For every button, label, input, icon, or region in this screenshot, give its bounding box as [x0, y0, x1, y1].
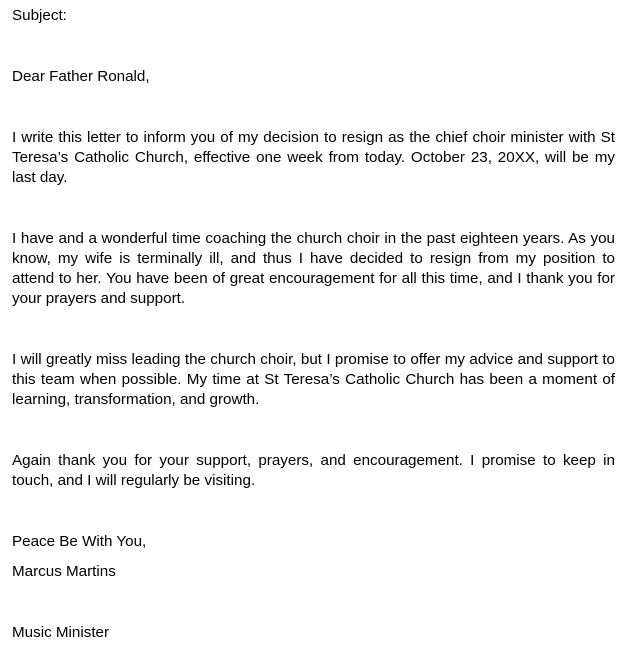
subject-label: Subject: — [12, 7, 67, 24]
signer-name: Marcus Martins — [12, 563, 116, 580]
body-paragraph-3: I will greatly miss leading the church choir, but I promise to offer my advice and support to this team when possible. My time at St Teresa’s Catholic Church has been a moment of learning, transformation, and growth. — [12, 351, 615, 408]
body-paragraph-1: I write this letter to inform you of my decision to resign as the chief choir minister with St Teresa’s Catholic Church, effective one week from today. October 23, 20XX, will be my last day. — [12, 129, 615, 186]
salutation: Dear Father Ronald, — [12, 68, 150, 85]
body-paragraph-4: Again thank you for your support, prayers, and encouragement. I promise to keep in touch, and I will regularly be visiting. — [12, 452, 615, 489]
signer-title: Music Minister — [12, 624, 110, 641]
body-paragraph-2: I have and a wonderful time coaching the church choir in the past eighteen years. As you know, my wife is terminally ill, and thus I have decided to resign from my position to attend to her. You have been of great encouragement for all this time, and I thank you for your prayers and support. — [12, 230, 615, 307]
closing: Peace Be With You, — [12, 533, 147, 550]
